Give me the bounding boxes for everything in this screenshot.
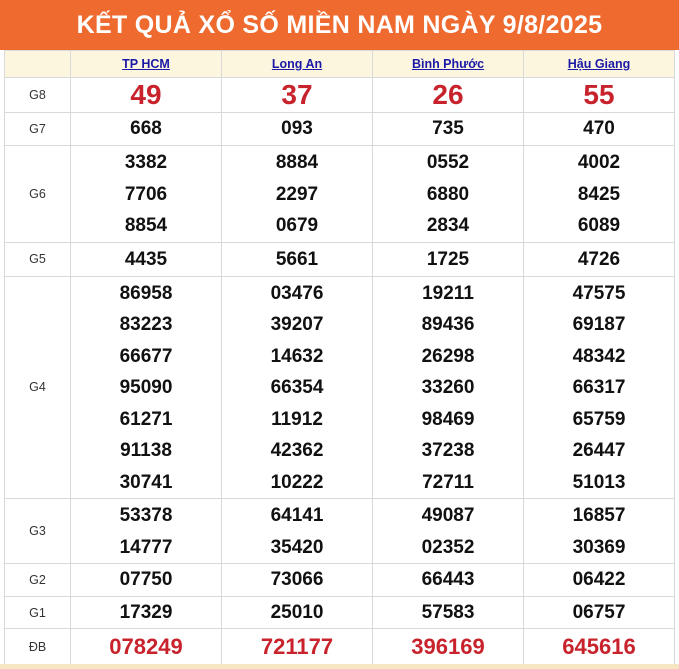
prize-number: 11912 <box>271 408 323 430</box>
prize-cell <box>71 113 222 146</box>
prize-number: 39207 <box>270 314 324 335</box>
province-header <box>71 51 222 78</box>
prize-cell <box>524 242 675 276</box>
prize-number: 91138 <box>120 440 172 461</box>
prize-number: 35420 <box>270 536 324 558</box>
prize-number: 0552 <box>426 152 470 173</box>
prize-number: 7706 <box>124 183 168 205</box>
prize-number: 57583 <box>421 602 475 623</box>
prize-cell <box>524 597 675 629</box>
prize-number: 26447 <box>572 440 626 461</box>
prize-label: G7 <box>5 113 71 146</box>
prize-number: 73066 <box>270 569 324 590</box>
prize-number: 721177 <box>260 634 334 659</box>
prize-number: 078249 <box>109 634 183 659</box>
prize-cell <box>222 146 373 243</box>
prize-number: 10222 <box>270 471 324 493</box>
prize-cell <box>222 597 373 629</box>
prize-label: ĐB <box>5 629 71 666</box>
prize-cell <box>222 276 373 499</box>
province-header <box>524 51 675 78</box>
prize-number: 6089 <box>577 215 621 236</box>
prize-number: 65759 <box>572 408 626 430</box>
prize-cell <box>373 78 524 113</box>
prize-number: 66317 <box>572 377 626 398</box>
prize-label: G2 <box>5 564 71 597</box>
prize-number: 4002 <box>577 152 621 173</box>
prize-number: 49 <box>130 79 162 110</box>
prize-label: G1 <box>5 597 71 629</box>
prize-label: G5 <box>5 242 71 276</box>
prize-row-đb <box>5 629 675 666</box>
prize-number: 645616 <box>562 634 636 659</box>
prize-row-g3 <box>5 499 675 564</box>
prize-number: 1725 <box>426 248 470 270</box>
prize-label: G8 <box>5 78 71 113</box>
province-header <box>373 51 524 78</box>
prize-row-g2 <box>5 564 675 597</box>
prize-row-g4 <box>5 276 675 499</box>
province-link-long-an[interactable]: Long An <box>271 57 323 71</box>
prize-cell <box>222 113 373 146</box>
prize-number: 07750 <box>119 569 173 590</box>
province-link-tp-hcm[interactable]: TP HCM <box>122 57 170 71</box>
prize-cell <box>373 597 524 629</box>
prize-number: 19211 <box>422 282 474 304</box>
prize-number: 8884 <box>275 152 319 173</box>
prize-row-g5 <box>5 242 675 276</box>
province-link-binh-phuoc[interactable]: Bình Phước <box>411 57 485 71</box>
prize-cell <box>222 629 373 666</box>
prize-number: 55 <box>583 79 615 110</box>
prize-number: 53378 <box>119 505 173 526</box>
prize-cell <box>71 499 222 564</box>
province-header-row <box>5 51 675 78</box>
prize-number: 49087 <box>421 505 475 526</box>
prize-cell <box>71 242 222 276</box>
prize-number: 17329 <box>119 602 173 623</box>
prize-number: 98469 <box>421 408 475 430</box>
prize-number: 2834 <box>426 215 470 236</box>
prize-number: 47575 <box>572 282 626 304</box>
prize-cell <box>524 78 675 113</box>
prize-number: 69187 <box>572 314 626 335</box>
prize-cell <box>373 113 524 146</box>
prize-number: 83223 <box>119 314 173 335</box>
prize-number: 06422 <box>572 569 626 590</box>
prize-number: 4435 <box>124 248 168 270</box>
prize-cell <box>524 629 675 666</box>
prize-number: 95090 <box>119 377 173 398</box>
prize-label: G4 <box>5 276 71 499</box>
prize-cell <box>524 499 675 564</box>
prize-number: 470 <box>583 118 615 139</box>
prize-number: 14777 <box>119 536 173 558</box>
prize-cell <box>373 242 524 276</box>
prize-cell <box>373 629 524 666</box>
prize-number: 30741 <box>119 471 173 493</box>
prize-number: 03476 <box>270 282 324 304</box>
prize-number: 14632 <box>270 345 324 367</box>
prize-number: 8425 <box>577 183 621 205</box>
prize-cell <box>524 276 675 499</box>
prize-number: 4726 <box>577 248 621 270</box>
prize-number: 396169 <box>411 634 485 659</box>
prize-cell <box>373 146 524 243</box>
prize-number: 26298 <box>421 345 475 367</box>
prize-number: 6880 <box>426 183 470 205</box>
prize-number: 25010 <box>270 602 324 623</box>
prize-number: 89436 <box>421 314 475 335</box>
header-corner <box>5 51 71 78</box>
prize-number: 61271 <box>119 408 173 430</box>
prize-cell <box>71 564 222 597</box>
prize-row-g6 <box>5 146 675 243</box>
prize-number: 51013 <box>572 471 626 493</box>
prize-number: 06757 <box>572 602 626 623</box>
prize-number: 02352 <box>421 536 475 558</box>
prize-number: 2297 <box>275 183 319 205</box>
prize-number: 66443 <box>421 569 475 590</box>
prize-cell <box>71 146 222 243</box>
prize-number: 16857 <box>572 505 626 526</box>
prize-label: G6 <box>5 146 71 243</box>
prize-cell <box>373 276 524 499</box>
prize-row-g8 <box>5 78 675 113</box>
prize-number: 668 <box>130 118 162 139</box>
prize-number: 66354 <box>270 377 324 398</box>
page-title: KẾT QUẢ XỔ SỐ MIỀN NAM NGÀY 9/8/2025 <box>0 0 679 50</box>
prize-cell <box>71 597 222 629</box>
prize-number: 33260 <box>421 377 475 398</box>
prize-number: 735 <box>432 118 464 139</box>
prize-number: 3382 <box>124 152 168 173</box>
province-header <box>222 51 373 78</box>
prize-cell <box>71 276 222 499</box>
prize-cell <box>71 78 222 113</box>
footer-strip <box>0 664 679 669</box>
prize-label: G3 <box>5 499 71 564</box>
prize-cell <box>373 564 524 597</box>
prize-number: 30369 <box>572 536 626 558</box>
prize-number: 0679 <box>275 215 319 236</box>
prize-number: 48342 <box>572 345 626 367</box>
prize-cell <box>222 499 373 564</box>
prize-cell <box>373 499 524 564</box>
prize-cell <box>524 146 675 243</box>
prize-number: 64141 <box>270 505 324 526</box>
prize-number: 5661 <box>275 248 319 270</box>
prize-number: 8854 <box>124 215 168 236</box>
prize-number: 26 <box>432 79 464 110</box>
prize-number: 66677 <box>119 345 173 367</box>
prize-cell <box>222 564 373 597</box>
prize-row-g1 <box>5 597 675 629</box>
prize-number: 37 <box>281 79 313 110</box>
province-link-hau-giang[interactable]: Hậu Giang <box>567 57 631 71</box>
prize-number: 37238 <box>421 440 475 461</box>
prize-cell <box>222 242 373 276</box>
prize-number: 093 <box>281 118 313 139</box>
prize-cell <box>222 78 373 113</box>
prize-cell <box>71 629 222 666</box>
prize-number: 86958 <box>119 282 173 304</box>
prize-number: 42362 <box>270 440 324 461</box>
prize-row-g7 <box>5 113 675 146</box>
prize-cell <box>524 564 675 597</box>
prize-cell <box>524 113 675 146</box>
results-table <box>4 50 675 666</box>
prize-number: 72711 <box>422 471 474 493</box>
